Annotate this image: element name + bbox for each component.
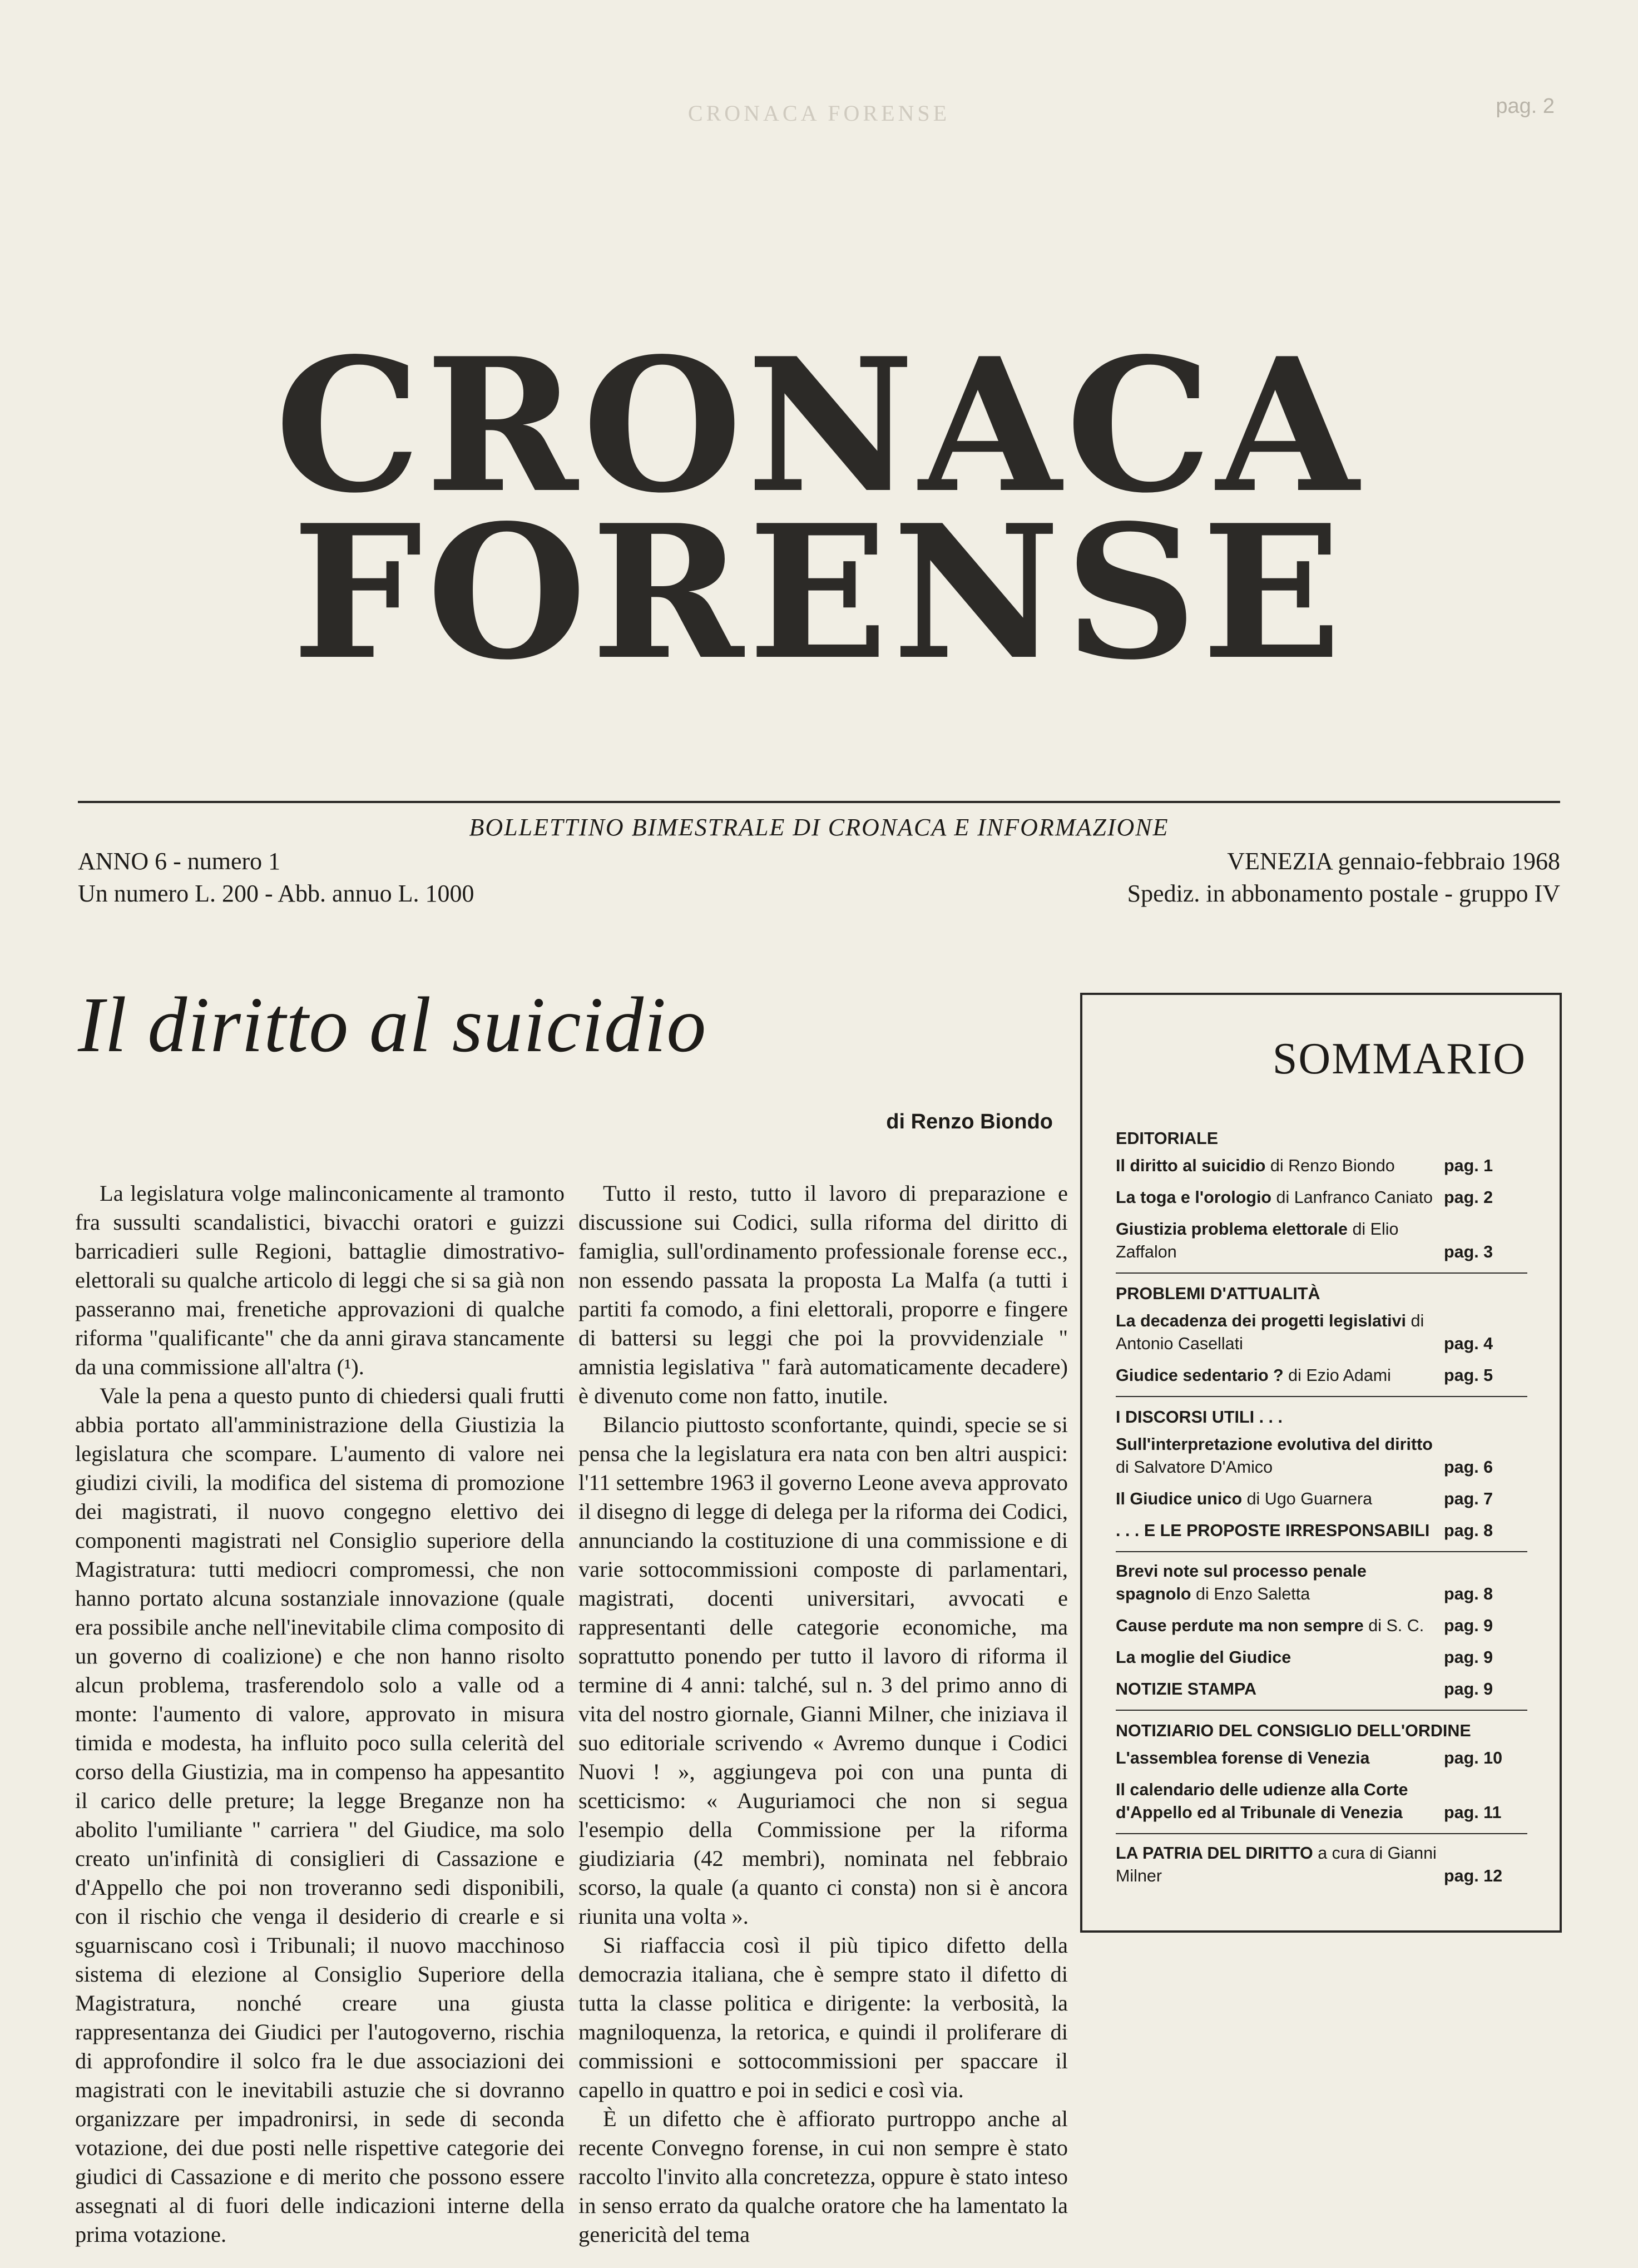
- toc-list: [1116, 1118, 1527, 1896]
- toc-entry-title: La moglie del Giudice: [1116, 1648, 1291, 1667]
- toc-section-heading: EDITORIALE: [1116, 1129, 1219, 1148]
- toc-entry-page: pag. 8: [1444, 1584, 1493, 1603]
- toc-section-heading: NOTIZIARIO DEL CONSIGLIO DELL'ORDINE: [1116, 1721, 1471, 1740]
- issue-price: Un numero L. 200 - Abb. annuo L. 1000: [78, 880, 474, 907]
- toc-entry-page: pag. 9: [1444, 1680, 1493, 1698]
- toc-entry-page: pag. 2: [1444, 1188, 1493, 1207]
- toc-entry-page: pag. 7: [1444, 1489, 1493, 1508]
- toc-entry-page: pag. 11: [1444, 1803, 1502, 1822]
- toc-entry-title: Il calendario delle udienze alla Corte d'Appello ed al Tribunale di Venezia: [1116, 1780, 1408, 1822]
- toc-divider: [1116, 1272, 1527, 1274]
- toc-entry: [1116, 1310, 1527, 1355]
- toc-entry-title: La toga e l'orologio: [1116, 1188, 1272, 1207]
- toc-entry-title: Giustizia problema elettorale: [1116, 1220, 1348, 1239]
- toc-entry-title: Cause perdute ma non sempre: [1116, 1616, 1364, 1635]
- toc-divider: [1116, 1551, 1527, 1552]
- toc-section-heading: PROBLEMI D'ATTUALITÀ: [1116, 1284, 1320, 1303]
- toc-entry-author: di S. C.: [1368, 1616, 1424, 1635]
- toc-entry-author: di Renzo Biondo: [1270, 1156, 1395, 1175]
- toc-entry-title: Giudice sedentario ?: [1116, 1366, 1284, 1385]
- toc-entry-page: pag. 4: [1444, 1334, 1493, 1353]
- bleed-through-page-number: pag. 2: [1496, 95, 1555, 118]
- toc-entry-author: di Salvatore D'Amico: [1116, 1458, 1273, 1477]
- toc-entry-page: pag. 3: [1444, 1242, 1493, 1261]
- article-paragraph: Tutto il resto, tutto il lavoro di preparazione e discussione sui Codici, sulla riforma del diritto di famiglia, sull'ordinamento professionale forense ecc., non essendo passata la proposta La Malfa (a tutti i partiti fa comodo, a fini elettorali, proporre e fingere di battersi su leggi che poi la provvidenziale " amnistia legislativa " farà automaticamente decadere) è divenuto come non fatto, inutile.: [578, 1181, 1068, 1408]
- toc-entry: [1116, 1155, 1527, 1177]
- toc-divider: [1116, 1396, 1527, 1397]
- toc-entry: [1116, 1364, 1527, 1387]
- toc-entry-title: Brevi note sul processo penale spagnolo: [1116, 1562, 1367, 1603]
- toc-entry-title: Il diritto al suicidio: [1116, 1156, 1266, 1175]
- toc-entry: [1116, 1615, 1527, 1637]
- article-paragraph: La legislatura volge malinconicamente al tramonto fra sussulti scandalistici, bivacchi oratori e guizzi barricadieri sulle Regioni, battaglie dimostrativo-elettorali su qualche articolo di leggi che si sa già non passeranno mai, frenetiche approvazioni di qualche riforma "qualificante" che da anni girava stancamente da una commissione all'altra (¹).: [75, 1181, 565, 1379]
- toc-entry-title: Sull'interpretazione evolutiva del diritto: [1116, 1435, 1433, 1454]
- masthead-rule: [78, 801, 1560, 803]
- issue-info-left: [78, 845, 474, 910]
- article-paragraph: È un difetto che è affiorato purtroppo anche al recente Convegno forense, in cui non sempre è stato raccolto l'invito alla concretezza, oppure è stato inteso in senso errato da qualche oratore che ha lamentato la genericità del tema: [578, 2106, 1068, 2247]
- toc-entry-author: di Lanfranco Caniato: [1276, 1188, 1433, 1207]
- toc-entry: [1116, 1779, 1527, 1824]
- issue-shipping: Spediz. in abbonamento postale - gruppo IV: [1127, 880, 1560, 907]
- toc-entry: [1116, 1186, 1527, 1209]
- toc-entry: [1116, 1519, 1527, 1542]
- issue-info-right: [1127, 845, 1560, 910]
- toc-entry-page: pag. 9: [1444, 1616, 1493, 1635]
- toc-entry-author: di Ugo Guarnera: [1246, 1489, 1373, 1508]
- toc-entry: [1116, 1678, 1527, 1701]
- toc-entry-author: a cura di Gianni Milner: [1116, 1844, 1437, 1885]
- toc-entry-title: LA PATRIA DEL DIRITTO: [1116, 1844, 1313, 1863]
- toc-entry: [1116, 1433, 1527, 1479]
- toc-entry: [1116, 1218, 1527, 1264]
- toc-entry-title: . . . E LE PROPOSTE IRRESPONSABILI: [1116, 1521, 1430, 1540]
- publication-subtitle: BOLLETTINO BIMESTRALE DI CRONACA E INFORMAZIONE: [469, 814, 1169, 841]
- toc-entry-page: pag. 5: [1444, 1366, 1493, 1385]
- toc-title: SOMMARIO: [1272, 1034, 1526, 1083]
- toc-section-heading: I DISCORSI UTILI . . .: [1116, 1408, 1283, 1427]
- toc-divider: [1116, 1710, 1527, 1711]
- toc-entry-title: NOTIZIE STAMPA: [1116, 1680, 1257, 1698]
- toc-entry: [1116, 1646, 1527, 1669]
- issue-place-date: VENEZIA gennaio-febbraio 1968: [1227, 848, 1560, 875]
- article-paragraph: Vale la pena a questo punto di chiedersi quali frutti abbia portato all'amministrazione della Giustizia la legislatura che scompare. L'aumento di valore nei giudizi civili, la modifica del sistema di promozione dei magistrati, il nuovo congegno elettivo dei componenti magistrati nel Consiglio superiore della Magistratura: tutti mediocri compromessi, che non hanno portato alcuna sostanziale innovazione (quale era possibile anche nell'inevitabile clima composito di un governo di coalizione) e che non hanno risolto alcun problema, trasferendolo solo a valle od a monte: l'aumento di valore, approvato in misura timida e modesta, ha influito poco sulla celerità del corso della Giustizia, ma in compenso ha appesantito il carico delle preture; la legge Breganze non ha abolito l'umiliante " carriera " del Giudice, ma solo creato un'infinità di consiglieri di Cassazione e d'Appello che poi non troveranno sedi disponibili, con il rischio che venga il desiderio di crearle e si sguarniscano così i Tribunali; il nuovo macchinoso sistema di elezione al Consiglio Superiore della Magistratura, nonché creare una giusta rappresentanza dei Giudici per l'autogoverno, rischia di approfondire il solco fra le due associazioni dei magistrati con le inevitabili astuzie che si dovranno organizzare per impadronirsi, in sede di seconda votazione, dei due posti nelle rispettive categorie dei giudici di Cassazione e di merito che possono essere assegnati al di fuori delle indicazioni interne della prima votazione.: [75, 1383, 565, 2247]
- toc-entry-title: L'assemblea forense di Venezia: [1116, 1749, 1370, 1767]
- article-headline: Il diritto al suicidio: [78, 981, 707, 1068]
- toc-entry-author: di Enzo Saletta: [1196, 1584, 1310, 1603]
- toc-entry: [1116, 1747, 1527, 1770]
- masthead-line-2: FORENSE: [291, 484, 1346, 700]
- issue-number: ANNO 6 - numero 1: [78, 848, 281, 875]
- toc-entry-page: pag. 8: [1444, 1521, 1493, 1540]
- toc-entry: [1116, 1560, 1527, 1606]
- toc-entry-page: pag. 6: [1444, 1458, 1493, 1477]
- article-byline: di Renzo Biondo: [886, 1110, 1053, 1133]
- toc-entry-page: pag. 12: [1444, 1866, 1503, 1885]
- article-column-1: [75, 1179, 565, 2249]
- bleed-through-header: CRONACA FORENSE: [687, 101, 951, 126]
- toc-entry: [1116, 1488, 1527, 1511]
- table-of-contents-box: [1080, 993, 1562, 1933]
- toc-entry: [1116, 1842, 1527, 1888]
- article-column-2: [578, 1179, 1068, 2249]
- masthead-line-1: CRONACA: [275, 318, 1363, 533]
- toc-entry-title: La decadenza dei progetti legislativi: [1116, 1311, 1407, 1330]
- article-paragraph: Bilancio piuttosto sconfortante, quindi, specie se si pensa che la legislatura era nata con ben altri auspici: l'11 settembre 1963 il governo Leone aveva approvato il disegno di legge di delega per la riforma dei Codici, annunciando la costituzione di una commissione e di varie sottocommissioni composte di parlamentari, magistrati, docenti universitari, avvocati e rappresentanti delle categorie economiche, ma soprattutto ponendo per tutto il lavoro di riforma il termine di 4 anni: talché, sul n. 3 del primo anno di vita del nostro giornale, Gianni Milner, che iniziava il suo editoriale scrivendo « Avremo dunque i Codici Nuovi ! », aggiungeva poi con una punta di scetticismo: « Auguriamoci che non si segua l'esempio della Commissione per la riforma giudiziaria (42 membri), nominata nel febbraio scorso, la quale (a quanto ci consta) non si è ancora riunita una volta ».: [578, 1412, 1068, 1929]
- toc-entry-author: di Antonio Casellati: [1116, 1311, 1424, 1353]
- toc-entry-author: di Ezio Adami: [1288, 1366, 1391, 1385]
- article-paragraph: Si riaffaccia così il più tipico difetto della democrazia italiana, che è sempre stato il difetto di tutta la classe politica e dirigente: la verbosità, la magniloquenza, la retorica, e quindi il proliferare di commissioni e sottocommissioni per spaccare il capello in quattro e poi in sedici e così via.: [578, 1933, 1068, 2102]
- toc-entry-title: Il Giudice unico: [1116, 1489, 1243, 1508]
- toc-divider: [1116, 1833, 1527, 1834]
- toc-entry-page: pag. 1: [1444, 1156, 1493, 1175]
- toc-entry-page: pag. 10: [1444, 1749, 1503, 1767]
- toc-entry-author: di Elio Zaffalon: [1116, 1220, 1399, 1261]
- toc-entry-page: pag. 9: [1444, 1648, 1493, 1667]
